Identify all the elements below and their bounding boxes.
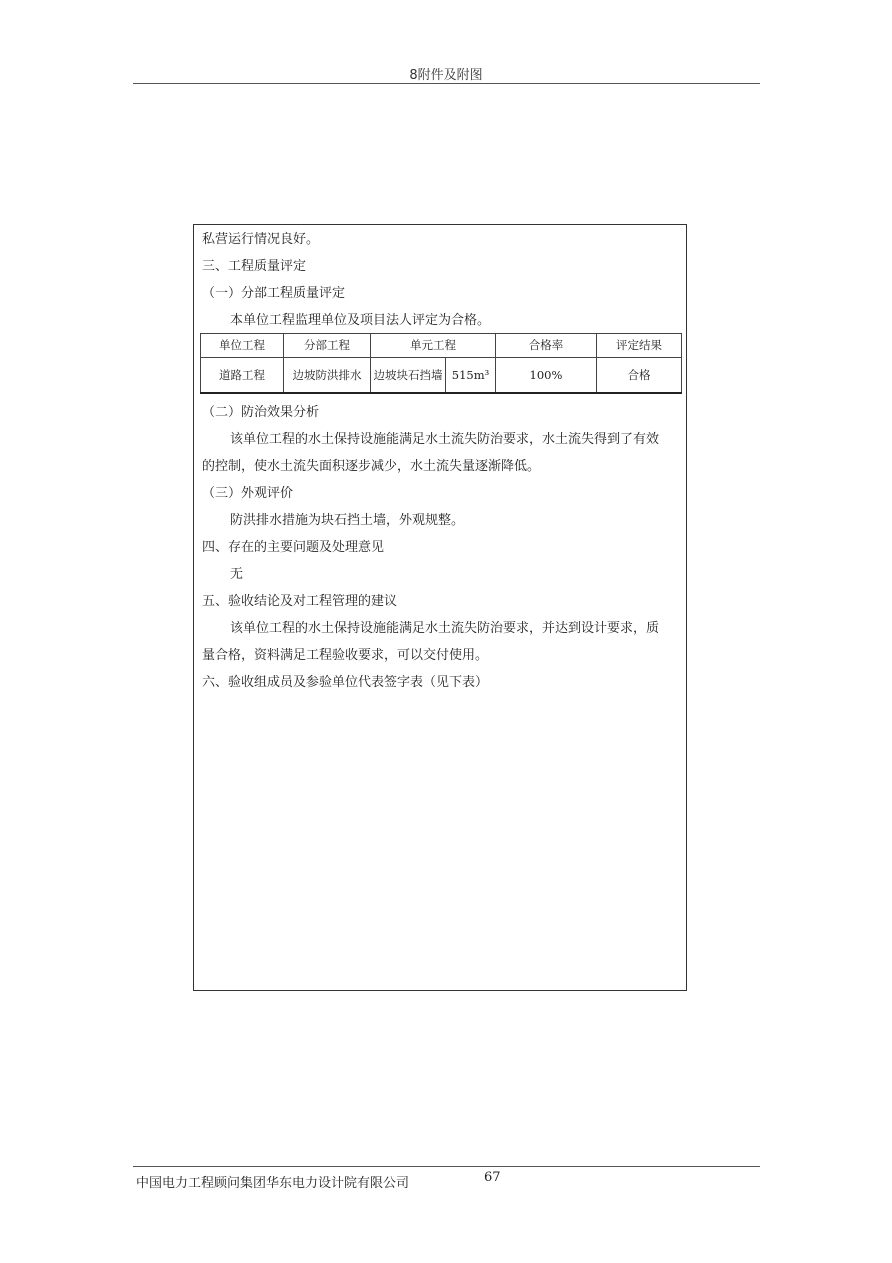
- table-header-cell: 合格率: [496, 334, 597, 358]
- table-cell: 边坡防洪排水: [284, 358, 371, 394]
- section-heading: 六、验收组成员及参验单位代表签字表（见下表）: [202, 675, 489, 690]
- section-heading: 四、存在的主要问题及处理意见: [202, 540, 385, 555]
- text-line: 私营运行情况良好。: [202, 232, 320, 247]
- text-line: 的控制，使水土流失面积逐步减少，水土流失量逐渐降低。: [202, 459, 541, 474]
- subsection-heading: （二）防治效果分析: [202, 405, 320, 420]
- table-cell: 合格: [597, 358, 682, 394]
- content-frame: [193, 224, 687, 991]
- page-header-title: 8附件及附图: [409, 68, 483, 83]
- subsection-heading: （三）外观评价: [202, 486, 294, 501]
- table-cell: 100%: [496, 358, 597, 394]
- table-row: [201, 358, 682, 394]
- text-line: 本单位工程监理单位及项目法人评定为合格。: [230, 313, 491, 328]
- footer-rule: [133, 1166, 760, 1167]
- text-line: 量合格，资料满足工程验收要求，可以交付使用。: [202, 648, 489, 663]
- text-line: 无: [230, 567, 244, 582]
- table-header-cell: 单元工程: [371, 334, 496, 358]
- table-header-cell: 单位工程: [201, 334, 284, 358]
- text-line: 该单位工程的水土保持设施能满足水土流失防治要求，并达到设计要求，质: [230, 621, 660, 636]
- text-line: 该单位工程的水土保持设施能满足水土流失防治要求，水土流失得到了有效: [230, 432, 660, 447]
- header-rule: [133, 83, 760, 84]
- quality-evaluation-table: [200, 333, 682, 394]
- table-header-cell: 评定结果: [597, 334, 682, 358]
- section-heading: 三、工程质量评定: [202, 259, 307, 274]
- page-number: 67: [484, 1170, 501, 1185]
- table-cell: 515m³: [446, 358, 496, 394]
- table-header-cell: 分部工程: [284, 334, 371, 358]
- footer-organization: 中国电力工程顾问集团华东电力设计院有限公司: [136, 1176, 410, 1191]
- table-cell: 边坡块石挡墙: [371, 358, 446, 394]
- section-heading: 五、验收结论及对工程管理的建议: [202, 594, 398, 609]
- text-line: 防洪排水措施为块石挡土墙，外观规整。: [230, 513, 465, 528]
- subsection-heading: （一）分部工程质量评定: [202, 286, 346, 301]
- table-header-row: [201, 334, 682, 358]
- table-cell: 道路工程: [201, 358, 284, 394]
